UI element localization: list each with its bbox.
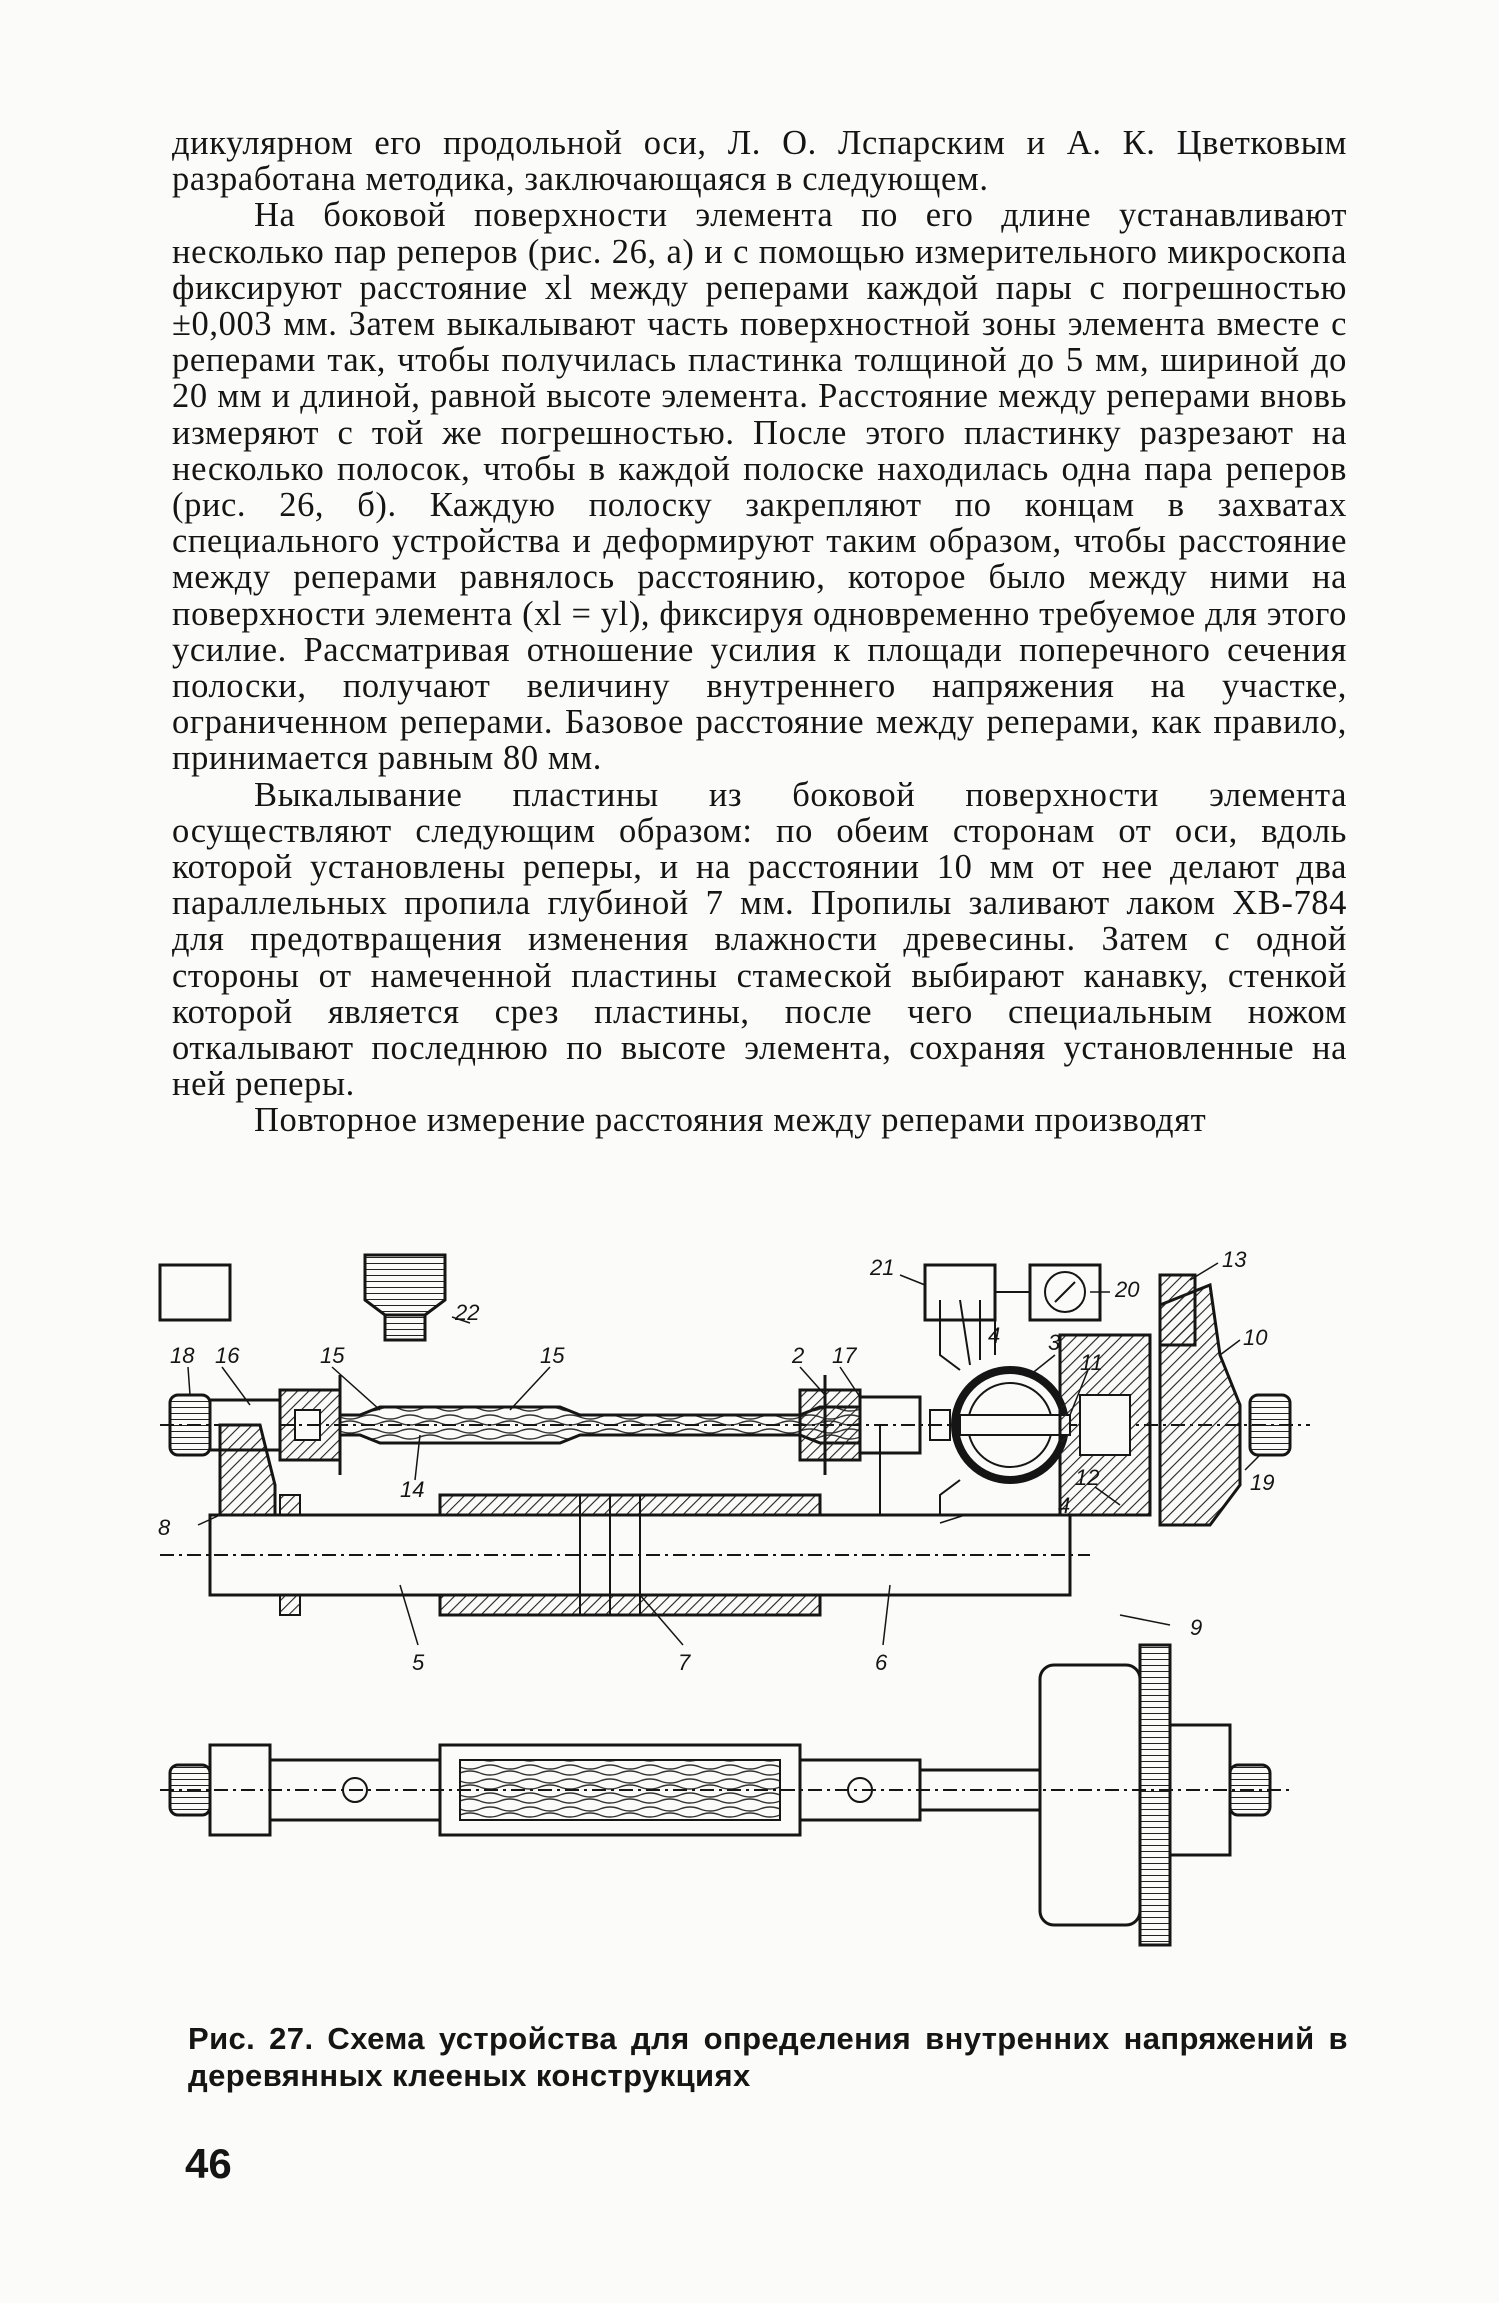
label-8: 8 — [158, 1515, 171, 1540]
label-18: 18 — [170, 1343, 195, 1368]
label-5: 5 — [412, 1650, 425, 1675]
label-21: 21 — [870, 1255, 895, 1280]
label-2: 2 — [792, 1343, 805, 1368]
label-19: 19 — [1250, 1470, 1275, 1495]
paragraph-2: На боковой поверхности элемента по его длине устанавливают несколько пар реперов (рис. 26, а) и с помощью измерительного микроскопа фиксируют расстояние xl между реперами каждой пары с погрешностью ±0,003 мм. Затем выкалывают часть поверхностной зоны элемента вместе с реперами так, чтобы получилась пластинка толщиной до 5 мм, шириной до 20 мм и длиной, равной высоте элемента. Расстояние между реперами вновь измеряют с той же погрешностью. После этого пластинку разрезают на несколько полосок, чтобы в каждой полоске находилась одна пара реперов (рис. 26, б). Каждую полоску закрепляют по концам в захватах специального устройства и деформируют таким образом, чтобы расстояние между реперами равнялось расстоянию, которое было между ними на поверхности элемента (xl = yl), фиксируя одновременно требуемое для этого усилие. Рассматривая отношение усилия к площади поперечного сечения полоски, получают величину внутреннего напряжения на участке, ограниченном реперами. Базовое расстояние между реперами, как правило, принимается равным 80 мм. — [172, 196, 1347, 778]
label-9: 9 — [1190, 1615, 1203, 1640]
label-6: 6 — [875, 1650, 888, 1675]
label-10: 10 — [1243, 1325, 1268, 1350]
label-14: 14 — [400, 1477, 425, 1502]
paragraph-1: дикулярном его продольной оси, Л. О. Лспарским и А. К. Цветковым разработана методика, заключающаяся в следующем. — [172, 124, 1347, 199]
figure-caption: Рис. 27. Схема устройства для определения внутренних напряжений в деревянных клееных конструкциях — [188, 2021, 1348, 2093]
label-4a: 4 — [988, 1323, 1001, 1348]
label-16: 16 — [215, 1343, 240, 1368]
device-schematic-figure — [160, 1245, 1360, 2015]
label-20: 20 — [1115, 1277, 1140, 1302]
label-17: 17 — [832, 1343, 857, 1368]
body-text — [172, 125, 1347, 1139]
label-15b: 15 — [540, 1343, 565, 1368]
device-schematic — [160, 1245, 1360, 2015]
label-13: 13 — [1222, 1247, 1247, 1272]
label-3: 3 — [1048, 1330, 1061, 1355]
label-22: 22 — [455, 1300, 480, 1325]
label-11: 11 — [1080, 1350, 1103, 1375]
paragraph-3: Выкалывание пластины из боковой поверхности элемента осуществляют следующим образом: по обеим сторонам от оси, вдоль которой установлены реперы, и на расстоянии 10 мм от нее делают два параллельных пропила глубиной 7 мм. Пропилы заливают лаком ХВ-784 для предотвращения изменения влажности древесины. Затем с одной стороны от намеченной пластины стамеской выбирают канавку, стенкой которой является срез пластины, после чего специальным ножом откалывают последнюю по высоте элемента, сохраняя установленные на ней реперы. — [172, 775, 1347, 1104]
label-7: 7 — [678, 1650, 691, 1675]
label-4b: 4 — [1058, 1493, 1071, 1518]
paragraph-4: Повторное измерение расстояния между реперами производят — [254, 1101, 1207, 1140]
label-15a: 15 — [320, 1343, 345, 1368]
label-12: 12 — [1075, 1465, 1100, 1490]
page-number: 46 — [185, 2140, 232, 2187]
